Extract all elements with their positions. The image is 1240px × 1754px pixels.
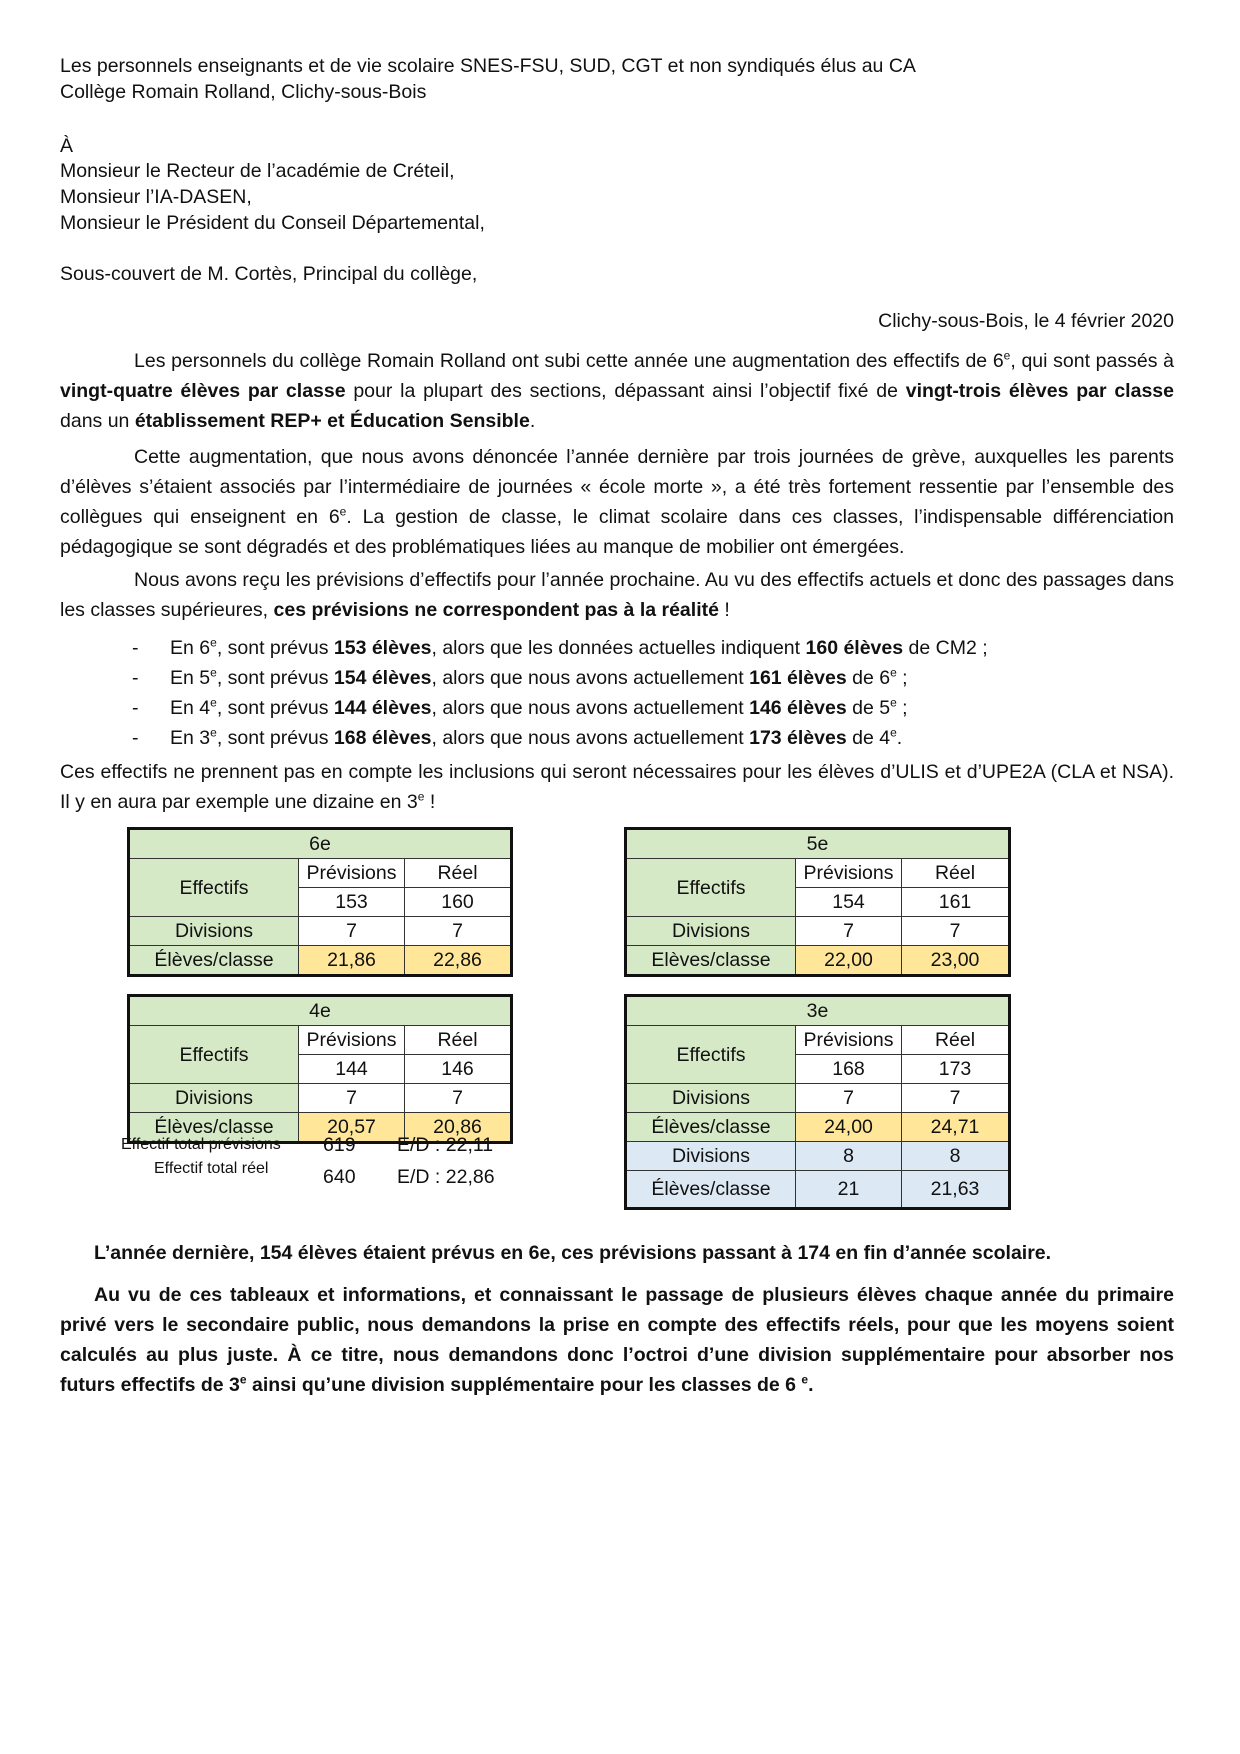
row-label: Élèves/classe [129, 1113, 299, 1143]
paragraph-3 [60, 565, 1174, 625]
table-cell: 7 [299, 917, 405, 946]
table-cell: 8 [902, 1142, 1010, 1171]
table-cell: 7 [796, 917, 902, 946]
table-cell: 21 [796, 1171, 902, 1209]
closing-paragraph-1 [94, 1238, 1174, 1268]
column-header: Prévisions [796, 859, 902, 888]
table-cell: 7 [902, 1084, 1010, 1113]
total-reel-label: Effectif total réel [154, 1160, 269, 1177]
table-cell: 22,00 [796, 946, 902, 976]
closing-text-2c: . [808, 1374, 814, 1396]
table-6e [127, 827, 513, 977]
column-header: Prévisions [299, 1026, 405, 1055]
row-label: Divisions [129, 1084, 299, 1113]
letter-date: Clichy-sous-Bois, le 4 février 2020 [878, 310, 1174, 332]
total-prev-label: Effectif total prévisions [121, 1136, 281, 1153]
table-cell: 154 [796, 888, 902, 917]
p1-text-a: Les personnels du collège Romain Rolland ont subi cette année une augmentation des effectifs de 6 [134, 350, 1004, 372]
sender-line-1: Les personnels enseignants et de vie scolaire SNES-FSU, SUD, CGT et non syndiqués élus au CA [60, 55, 916, 77]
sender-line-2: Collège Romain Rolland, Clichy-sous-Bois [60, 81, 427, 103]
table-cell: 21,63 [902, 1171, 1010, 1209]
paragraph-1 [60, 346, 1174, 436]
table-cell: 7 [405, 1084, 512, 1113]
closing-text-2b: ainsi qu’une division supplémentaire pour les classes de 6 [246, 1374, 802, 1396]
closing-sup-2: e [801, 1372, 809, 1387]
table-cell: 8 [796, 1142, 902, 1171]
p2-sup: e [339, 504, 347, 519]
row-label: Effectifs [626, 1026, 796, 1084]
p1-text-b: , qui sont passés à [1010, 350, 1174, 372]
recipient-1: Monsieur le Recteur de l’académie de Créteil, [60, 160, 455, 182]
table-cell: 153 [299, 888, 405, 917]
table-cell: 161 [902, 888, 1010, 917]
p2-text-a: Cette augmentation, que nous avons dénoncée l’année dernière par trois journées de grève, auxquelles les parents d’élèves s’étaient associés par l’intermédiaire de journées « école morte », a été très fortement ressentie par l’ensemble des collègues qui enseignent en 6 [60, 446, 1174, 528]
row-label: Elèves/classe [626, 946, 796, 976]
total-prev-ed: E/D : 22,11 [397, 1134, 494, 1156]
closing-sup-1: e [239, 1372, 247, 1387]
p3-text-a: Nous avons reçu les prévisions d’effectifs pour l’année prochaine. Au vu des effectifs actuels et donc des passages dans les classes supérieures, [60, 569, 1174, 621]
p4-text-b: ! [424, 791, 436, 813]
paragraph-4 [60, 757, 1174, 817]
table-cell: 23,00 [902, 946, 1010, 976]
table-cell: 20,57 [299, 1113, 405, 1143]
table-cell: 24,71 [902, 1113, 1010, 1142]
column-header: Réel [902, 1026, 1010, 1055]
p3-bold: ces prévisions ne correspondent pas à la réalité [273, 599, 719, 621]
row-label: Divisions [626, 1142, 796, 1171]
table-title: 6e [129, 829, 512, 859]
p1-bold-3: établissement REP+ et Éducation Sensible [134, 410, 530, 432]
table-cell: 146 [405, 1055, 512, 1084]
p1-text-d: dans un [60, 410, 135, 432]
row-label: Élèves/classe [129, 946, 299, 976]
table-4e [127, 994, 513, 1144]
table-5e [624, 827, 1011, 977]
table-cell: 20,86 [405, 1113, 512, 1143]
list-item: - En 6e, sont prévus 153 élèves, alors que les données actuelles indiquent 160 élèves de CM2 ; [132, 635, 988, 659]
p1-bold-1: vingt-quatre élèves par classe [60, 380, 346, 402]
row-label: Divisions [129, 917, 299, 946]
table-cell: 173 [902, 1055, 1010, 1084]
total-reel-value: 640 [323, 1166, 356, 1188]
p4-text-a: Ces effectifs ne prennent pas en compte les inclusions qui seront nécessaires pour les élèves d’ULIS et d’UPE2A (CLA et NSA). Il y en aura par exemple une dizaine en 3 [60, 761, 1174, 813]
table-cell: 21,86 [299, 946, 405, 976]
table-3e [624, 994, 1011, 1210]
paragraph-2 [60, 442, 1174, 562]
row-label: Effectifs [129, 859, 299, 917]
p1-sup: e [1003, 348, 1011, 363]
closing-text-1: L’année dernière, 154 élèves étaient prévus en 6e, ces prévisions passant à 174 en fin d’année scolaire. [94, 1242, 1052, 1264]
recipient-2: Monsieur l’IA-DASEN, [60, 186, 252, 208]
table-cell: 7 [902, 917, 1010, 946]
table-cell: 160 [405, 888, 512, 917]
to-label: À [60, 135, 74, 157]
p1-text-c: pour la plupart des sections, dépassant ainsi l’objectif fixé de [345, 380, 906, 402]
row-label: Divisions [626, 917, 796, 946]
via-line: Sous-couvert de M. Cortès, Principal du collège, [60, 263, 478, 285]
total-prev-value: 619 [323, 1134, 356, 1156]
list-item: - En 5e, sont prévus 154 élèves, alors que nous avons actuellement 161 élèves de 6e ; [132, 665, 908, 689]
row-label: Élèves/classe [626, 1171, 796, 1209]
p4-sup: e [417, 789, 425, 804]
row-label: Effectifs [626, 859, 796, 917]
column-header: Réel [405, 1026, 512, 1055]
column-header: Réel [902, 859, 1010, 888]
table-cell: 7 [299, 1084, 405, 1113]
row-label: Divisions [626, 1084, 796, 1113]
p1-bold-2: vingt-trois élèves par classe [905, 380, 1174, 402]
total-reel-ed: E/D : 22,86 [397, 1166, 495, 1188]
row-label: Élèves/classe [626, 1113, 796, 1142]
p2-text-b: . La gestion de classe, le climat scolaire dans ces classes, l’indispensable différenciation pédagogique se sont dégradés et des problématiques liées au manque de mobilier ont émergées. [60, 506, 1174, 558]
list-item: - En 3e, sont prévus 168 élèves, alors que nous avons actuellement 173 élèves de 4e. [132, 725, 903, 749]
column-header: Prévisions [796, 1026, 902, 1055]
column-header: Prévisions [299, 859, 405, 888]
closing-text-2a: Au vu de ces tableaux et informations, et connaissant le passage de plusieurs élèves chaque année du primaire privé vers le secondaire public, nous demandons la prise en compte des effectifs réels, pour que les moyens soient calculés au plus juste. À ce titre, nous demandons donc l’octroi d’une division supplémentaire pour absorber nos futurs effectifs de 3 [60, 1284, 1174, 1396]
row-label: Effectifs [129, 1026, 299, 1084]
recipient-3: Monsieur le Président du Conseil Départemental, [60, 212, 485, 234]
table-title: 5e [626, 829, 1010, 859]
table-title: 3e [626, 996, 1010, 1026]
table-cell: 7 [796, 1084, 902, 1113]
p1-text-e: . [529, 410, 536, 432]
table-cell: 24,00 [796, 1113, 902, 1142]
table-cell: 168 [796, 1055, 902, 1084]
table-cell: 22,86 [405, 946, 512, 976]
table-cell: 144 [299, 1055, 405, 1084]
column-header: Réel [405, 859, 512, 888]
closing-paragraph-2 [60, 1280, 1174, 1400]
p3-text-b: ! [718, 599, 730, 621]
list-item: - En 4e, sont prévus 144 élèves, alors que nous avons actuellement 146 élèves de 5e ; [132, 695, 908, 719]
table-title: 4e [129, 996, 512, 1026]
table-cell: 7 [405, 917, 512, 946]
forecast-list [60, 633, 1174, 753]
